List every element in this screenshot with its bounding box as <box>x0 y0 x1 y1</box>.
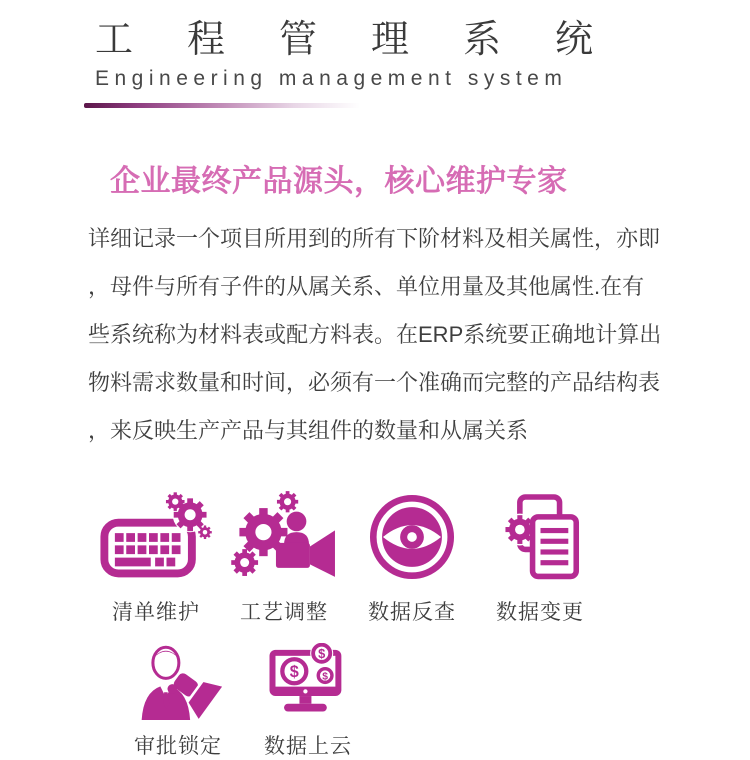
dollar-glyph: $ <box>322 670 328 682</box>
feature-label: 数据反查 <box>368 601 456 624</box>
dollar-glyph: $ <box>289 662 299 681</box>
feature-label: 审批锁定 <box>134 735 222 758</box>
description-line: ，母件与所有子件的从属关系、单位用量及其他属性.在有 <box>88 274 645 299</box>
feature-label: 工艺调整 <box>240 601 328 624</box>
feature-process-adjustment <box>228 488 340 626</box>
eye-icon <box>368 488 456 586</box>
gradient-divider <box>84 103 384 108</box>
headline: 企业最终产品源头，核心维护专家 <box>110 165 568 198</box>
description-line: 物料需求数量和时间，必须有一个准确而完整的产品结构表 <box>88 370 661 395</box>
feature-approval-lock <box>122 642 234 760</box>
feature-list-maintenance <box>100 488 212 626</box>
feature-row-2 <box>122 642 364 760</box>
description-line: 详细记录一个项目所用到的所有下阶材料及相关属性，亦即 <box>88 226 661 251</box>
monitor-coins-icon <box>265 642 351 720</box>
feature-data-reverse-check <box>356 488 468 626</box>
gears-camera-icon <box>231 488 337 586</box>
documents-gear-icon <box>500 488 581 586</box>
dollar-glyph: $ <box>318 645 326 661</box>
feature-data-cloud <box>252 642 364 760</box>
feature-label: 清单维护 <box>112 601 200 624</box>
feature-row-1 <box>100 488 596 626</box>
person-megaphone-icon <box>133 642 223 720</box>
description-line: ，来反映生产产品与其组件的数量和从属关系 <box>88 418 529 443</box>
description-line: 些系统称为材料表或配方料表。在ERP系统要正确地计算出 <box>88 322 662 347</box>
keyboard-gears-icon <box>100 488 212 586</box>
page-subtitle: Engineering management system <box>95 67 568 90</box>
feature-label: 数据上云 <box>264 735 352 758</box>
description-paragraph <box>88 215 661 455</box>
feature-label: 数据变更 <box>496 601 584 624</box>
feature-data-change <box>484 488 596 626</box>
page-title: 工程管理系统 <box>95 19 648 61</box>
header <box>95 18 647 91</box>
